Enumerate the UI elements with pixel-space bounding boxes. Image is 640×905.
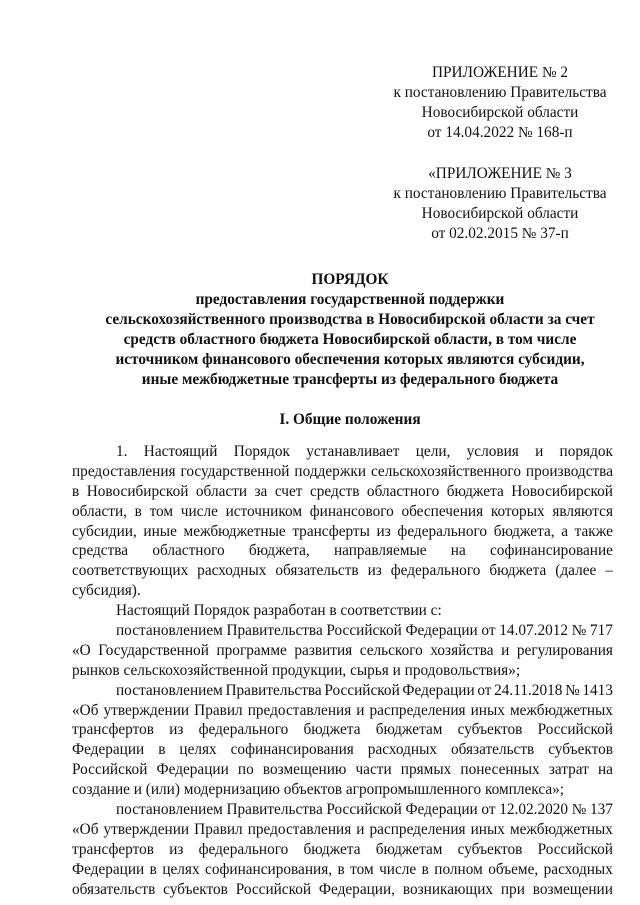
body-line [72,462,613,482]
word: софинансирования [230,741,354,759]
word: субъектов [163,880,228,898]
word: Федерации [405,622,478,640]
word: 1. [116,443,128,460]
word: федерального [198,721,289,739]
word: бюджета [489,562,547,580]
word: Правил [194,701,243,719]
appendix-line: «ПРИЛОЖЕНИЕ № 3 [428,165,572,182]
word: числе [180,502,218,520]
body-line [72,720,613,740]
word: обязательств [450,741,535,759]
word: в [134,502,142,520]
body-line: рынков сельскохозяйственной продукции, сырья и продовольствия»; [72,661,521,679]
word: программе [216,641,287,659]
word: за [254,482,268,500]
word: целях [179,741,217,759]
word: части [355,761,392,779]
word: затрат [548,761,589,779]
word: бюджета, [493,522,555,540]
word: трансфертов [72,840,154,858]
word: бюджета, [248,542,310,560]
body-line: Настоящий Порядок разработан в соответствии с: [116,602,442,620]
word: государственной [180,462,290,480]
word: предоставления [247,820,352,838]
word: хозяйства [430,641,494,659]
word: счет [274,482,303,500]
word: бюджетам [375,721,443,739]
word: сельскохозяйственного [370,462,521,480]
appendix-line: Новосибирской области [421,205,579,222]
word: возмещению [262,761,347,779]
word: в [72,482,80,500]
body-line [72,800,613,820]
word: Российской [326,801,402,819]
word: Федерации, [318,880,395,898]
word: субъектов [548,741,613,759]
word: Настоящий [143,443,218,460]
word: обеспечения [401,502,484,520]
appendix-line: к постановлению Правительства [393,84,607,101]
word: 1413 [582,681,613,699]
word: 12.02.2020 [499,801,569,819]
word: постановлением [116,801,223,819]
word: иных [470,701,505,719]
body-line [72,880,613,900]
word: 14.07.2012 [499,622,569,640]
word: Новосибирской [86,482,189,500]
word: «Об [72,820,99,838]
word: условия [466,443,519,460]
word: распределения [369,820,466,838]
word: производства [525,462,613,480]
word: при [500,880,525,898]
word: полном [434,860,483,878]
word: № [571,801,587,819]
word: объеме, [488,860,539,878]
word: из [169,721,184,739]
word: возмещении [532,880,613,898]
body-line [72,740,613,760]
word: бюджета [303,840,361,858]
word: «О [72,641,91,659]
word: соответствующих [72,562,189,580]
word: том [149,502,174,520]
title-line: средств областного бюджета Новосибирской области, в том числе [123,331,577,348]
word: Правил [194,820,243,838]
word: федерального [390,562,481,580]
word: софинансирование [490,542,613,560]
word: числе [379,860,417,878]
word: Российской [537,721,613,739]
word: Федерации [402,681,475,699]
appendix-line: от 02.02.2015 № 37-п [431,225,569,242]
body-line [72,681,613,701]
appendix-line: от 14.04.2022 № 168-п [427,124,573,141]
title-line: сельскохозяйственного производства в Новосибирской области за счет [105,311,595,328]
word: Государственной [98,641,209,659]
word: федерального [198,840,289,858]
word: Федерации [156,761,229,779]
word: из [367,562,382,580]
word: и [356,701,365,719]
word: областного [152,542,225,560]
body-line: субсидия). [72,582,141,600]
body-line [72,760,613,780]
body-line [72,502,613,522]
word: Российской [324,681,400,699]
word: целях [162,860,200,878]
word: по [237,761,254,779]
word: средств [309,482,360,500]
word: которых [490,502,545,520]
word: расходных [543,860,613,878]
word: и [356,820,365,838]
word: 137 [590,801,613,819]
word: на [598,761,613,779]
word: том [350,860,374,878]
body-line [72,820,613,840]
appendix-line: Новосибирской области [421,104,579,121]
body-line [72,541,613,561]
word: трансферты [292,522,370,540]
word: являются [552,502,613,520]
word: постановлением [116,622,223,640]
word: Порядок [233,443,290,460]
word: 717 [590,622,613,640]
word: от [477,681,492,699]
title-line: иные межбюджетные трансферты из федерального бюджета [141,371,559,388]
word: из [169,840,184,858]
body-line [72,840,613,860]
word: межбюджетных [509,820,613,838]
word: в [149,860,157,878]
body-line: создание и (или) модернизацию объектов агропромышленного комплекса»; [72,781,565,799]
word: межбюджетные [183,522,286,540]
word: Российской [235,880,312,898]
word: субсидии, [72,522,137,540]
word: иных [470,820,505,838]
body-line [72,522,613,542]
word: прямых [400,761,452,779]
word: межбюджетных [509,701,613,719]
word: предоставления [72,462,176,480]
word: Федерации [72,860,145,878]
word: № [565,681,580,699]
appendix-line: ПРИЛОЖЕНИЕ № 2 [431,64,569,81]
appendix-line: к постановлению Правительства [393,185,607,202]
word: средства [72,542,129,560]
word: утверждении [103,820,190,838]
word: предоставления [247,701,352,719]
word: развития [294,641,353,659]
word: в [158,741,166,759]
word: Федерации [72,741,145,759]
body-line [72,442,613,462]
word: на [450,542,466,560]
word: Новосибирской [511,482,613,500]
appendix-header-original [380,164,620,244]
word: бюджета [303,721,361,739]
word: устанавливает [306,443,400,460]
word: трансфертов [72,721,154,739]
word: распределения [369,701,466,719]
body-line [72,641,613,661]
word: направляемые [333,542,427,560]
word: областного [366,482,440,500]
word: Российской [72,761,148,779]
word: в [421,860,429,878]
word: поддержки [294,462,367,480]
title-heading: ПОРЯДОК [311,271,389,288]
word: финансового [309,502,394,520]
word: бюджета [446,482,504,500]
word: области, [72,502,127,520]
body-line [72,860,613,880]
word: Федерации [405,801,478,819]
word: расходных [367,741,437,759]
word: Российской [537,840,613,858]
word: Правительства [225,681,322,699]
word: порядок [559,443,613,460]
body-line [72,561,613,581]
word: иные [143,522,177,540]
document-body [72,442,613,899]
word: Правительства [226,801,323,819]
word: области [195,482,248,500]
document-title [72,270,628,390]
word: и [501,641,510,659]
word: постановлением [116,681,223,699]
word: источником [225,502,303,520]
body-line [72,621,613,641]
word: обязательств [275,562,359,580]
word: и [535,443,544,460]
word: № [571,622,587,640]
word: из [376,522,391,540]
word: Правительства [226,622,323,640]
word: от [481,801,496,819]
word: софинансирования, [205,860,333,878]
word: сельского [359,641,423,659]
title-line: предоставления государственной поддержки [195,291,505,308]
body-line [72,482,613,502]
word: (далее [555,562,597,580]
section-heading: I. Общие положения [279,411,421,428]
word: обязательств [72,880,156,898]
word: Российской [326,622,402,640]
appendix-header-current [380,63,620,143]
word: федерального [397,522,488,540]
word: 24.11.2018 [494,681,563,699]
word: цели, [415,443,451,460]
word: в [337,860,345,878]
word: также [574,522,613,540]
word: возникающих [402,880,494,898]
word: субъектов [457,721,523,739]
word: субъектов [457,840,523,858]
title-line: источником финансового обеспечения которых являются субсидии, [115,351,585,368]
word: утверждении [103,701,190,719]
word: расходных [197,562,267,580]
word: регулирования [516,641,613,659]
word: бюджетам [375,840,443,858]
word: – [605,562,613,580]
word: от [481,622,496,640]
body-line [72,701,613,721]
word: понесенных [460,761,540,779]
word: «Об [72,701,99,719]
word: а [561,522,568,540]
